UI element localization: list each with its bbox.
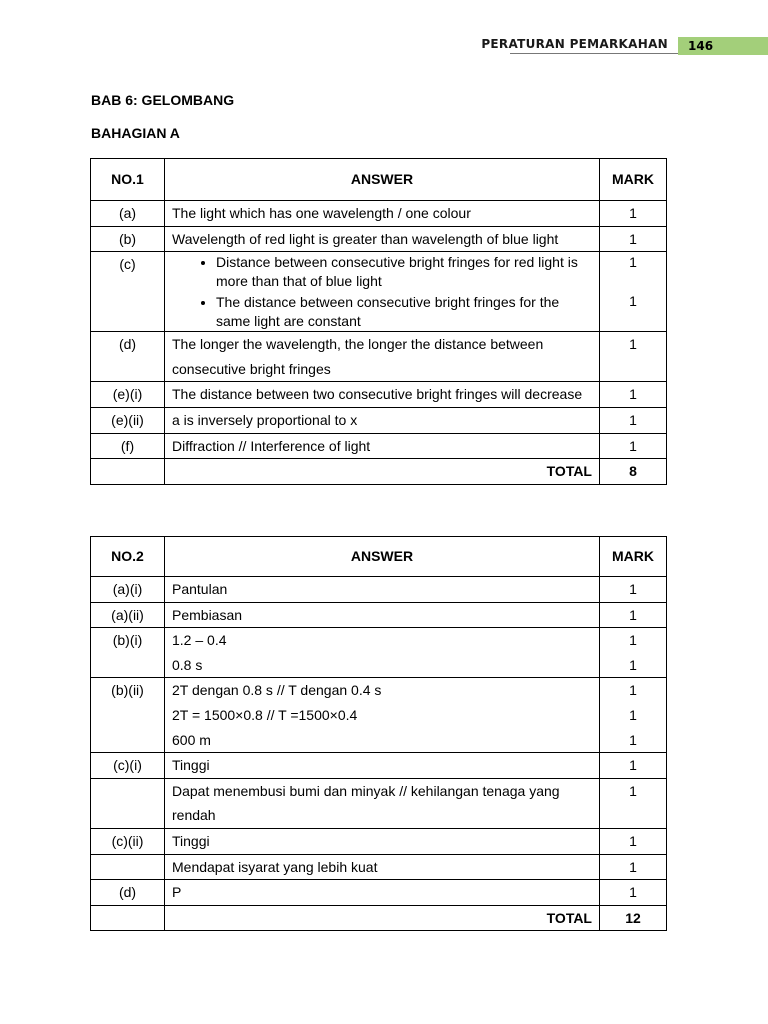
question-number: (e)(i) — [91, 382, 165, 408]
table-row — [91, 252, 667, 332]
table-row — [91, 407, 667, 433]
total-row — [91, 905, 667, 931]
total-label: TOTAL — [165, 459, 600, 485]
mark-value: 1 — [629, 293, 637, 310]
mark-value: 1 — [600, 332, 667, 382]
mark-value: 1 — [629, 632, 637, 649]
mark-value: 1 — [600, 577, 667, 603]
mark-value: 1 — [600, 433, 667, 459]
column-header-mark: MARK — [600, 159, 667, 201]
answer-text: Tinggi — [165, 828, 600, 854]
answer-cell — [165, 678, 600, 753]
total-value: 12 — [600, 905, 667, 931]
answer-text: Pembiasan — [165, 602, 600, 628]
total-label: TOTAL — [165, 905, 600, 931]
mark-cell — [600, 628, 667, 678]
question-number — [91, 854, 165, 880]
mark-value: 1 — [600, 880, 667, 906]
question-number: (a)(ii) — [91, 602, 165, 628]
question-number — [91, 778, 165, 828]
question-number: (c)(i) — [91, 753, 165, 779]
empty-cell — [91, 905, 165, 931]
answer-text: Dapat menembusi bumi dan minyak // kehilangan tenaga yang rendah — [165, 778, 600, 828]
column-header-no: NO.2 — [91, 537, 165, 577]
table-row — [91, 880, 667, 906]
answer-line: 2T dengan 0.8 s // T dengan 0.4 s — [172, 682, 382, 699]
question-number: (c)(ii) — [91, 828, 165, 854]
question-number: (a) — [91, 201, 165, 227]
question-number: (d) — [91, 880, 165, 906]
mark-value: 1 — [600, 854, 667, 880]
answer-line: 2T = 1500×0.8 // T =1500×0.4 — [172, 706, 358, 723]
column-header-answer: ANSWER — [165, 537, 600, 577]
question-number: (d) — [91, 332, 165, 382]
mark-value: 1 — [600, 753, 667, 779]
question-number: (e)(ii) — [91, 407, 165, 433]
running-header: PERATURAN PEMARKAHAN — [481, 37, 668, 51]
answer-cell — [165, 628, 600, 678]
answer-text: a is inversely proportional to x — [165, 407, 600, 433]
table-row — [91, 226, 667, 252]
mark-value: 1 — [600, 382, 667, 408]
mark-value: 1 — [629, 254, 637, 271]
answer-line: 1.2 – 0.4 — [172, 632, 227, 649]
answer-bullet: • Distance between consecutive bright fringes for red light is more than that of blue light — [216, 252, 592, 291]
table-row — [91, 382, 667, 408]
answer-cell — [165, 252, 600, 332]
answer-text: The distance between two consecutive bright fringes will decrease — [165, 382, 600, 408]
table-row — [91, 854, 667, 880]
table-row — [91, 828, 667, 854]
mark-value: 1 — [600, 407, 667, 433]
mark-value: 1 — [629, 706, 637, 723]
mark-value: 1 — [600, 201, 667, 227]
table-row — [91, 433, 667, 459]
table-header-row — [91, 537, 667, 577]
table-row — [91, 628, 667, 678]
column-header-no: NO.1 — [91, 159, 165, 201]
empty-cell — [91, 459, 165, 485]
answer-text: P — [165, 880, 600, 906]
table-row — [91, 753, 667, 779]
table-row — [91, 577, 667, 603]
question-number: (a)(i) — [91, 577, 165, 603]
question-number: (b)(i) — [91, 628, 165, 678]
answer-text: Diffraction // Interference of light — [165, 433, 600, 459]
answer-bullet: • The distance between consecutive bright fringes for the same light are constant — [216, 292, 592, 331]
question-number: (c) — [91, 252, 165, 332]
answer-line: 0.8 s — [172, 656, 203, 673]
column-header-mark: MARK — [600, 537, 667, 577]
answer-text: Mendapat isyarat yang lebih kuat — [165, 854, 600, 880]
answer-text: Tinggi — [165, 753, 600, 779]
total-value: 8 — [600, 459, 667, 485]
table-header-row — [91, 159, 667, 201]
mark-cell — [600, 252, 667, 332]
question-number: (b)(ii) — [91, 678, 165, 753]
table-row — [91, 678, 667, 753]
answer-text: Pantulan — [165, 577, 600, 603]
answer-text: The longer the wavelength, the longer the distance between consecutive bright fringes — [165, 332, 600, 382]
question-number: (f) — [91, 433, 165, 459]
mark-value: 1 — [600, 828, 667, 854]
table-row — [91, 332, 667, 382]
question-number: (b) — [91, 226, 165, 252]
table-row — [91, 778, 667, 828]
section-title: BAHAGIAN A — [91, 125, 180, 141]
answer-line: 600 m — [172, 731, 211, 748]
mark-value: 1 — [629, 656, 637, 673]
page-number-badge: 146 — [678, 37, 768, 55]
mark-value: 1 — [629, 682, 637, 699]
header-rule — [510, 53, 678, 54]
table-row — [91, 602, 667, 628]
mark-value: 1 — [600, 602, 667, 628]
table-row — [91, 201, 667, 227]
chapter-title: BAB 6: GELOMBANG — [91, 92, 235, 108]
mark-value: 1 — [600, 778, 667, 828]
marking-table-2 — [90, 536, 667, 931]
marking-table-1 — [90, 158, 667, 485]
mark-cell — [600, 678, 667, 753]
answer-bullet-list — [172, 252, 592, 331]
mark-value: 1 — [629, 731, 637, 748]
answer-text: Wavelength of red light is greater than wavelength of blue light — [165, 226, 600, 252]
total-row — [91, 459, 667, 485]
mark-value: 1 — [600, 226, 667, 252]
column-header-answer: ANSWER — [165, 159, 600, 201]
answer-text: The light which has one wavelength / one colour — [165, 201, 600, 227]
